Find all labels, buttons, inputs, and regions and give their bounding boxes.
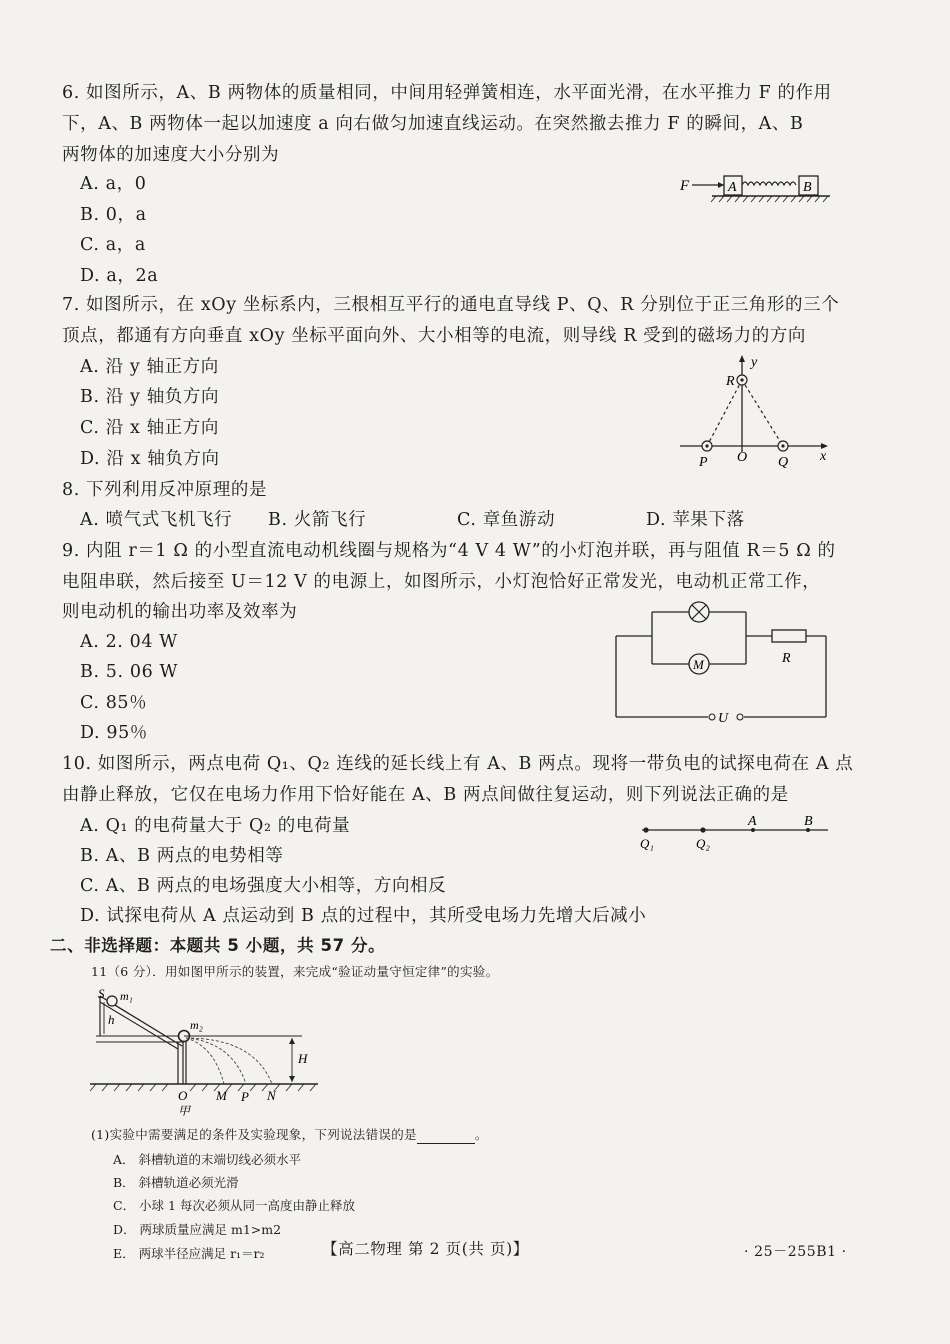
q11-fig-label-h: h [108, 1012, 115, 1027]
q11-option-e: E． 两球半径应满足 r₁＝r₂ [113, 1246, 265, 1261]
q9-option-d: D. 95％ [80, 723, 148, 743]
q7-triangle-figure [676, 352, 836, 468]
q6-fig-label-a: A [728, 180, 737, 195]
q6-option-b: B. 0，a [80, 205, 147, 225]
q11-fig-label-n: N [267, 1088, 276, 1103]
q9-option-b: B. 5. 06 W [80, 662, 179, 682]
q6-spring-figure [678, 170, 838, 210]
q10-fig-label-a: A [748, 814, 757, 829]
paper-code: · 25－255B1 · [744, 1244, 847, 1260]
q11-fig-label-big-h: H [298, 1051, 308, 1066]
q6-option-a: A. a，0 [80, 174, 147, 194]
q10-fig-label-q1: Q₁ [640, 836, 654, 851]
q6-stem-line-2: 下，A、B 两物体一起以加速度 a 向右做匀加速直线运动。在突然撤去推力 F 的瞬间，A、B [62, 114, 804, 134]
q9-option-a: A. 2. 04 W [80, 632, 178, 652]
q11-fig-label-m1: m₁ [120, 989, 133, 1003]
q10-option-d: D. 试探电荷从 A 点运动到 B 点的过程中，其所受电场力先增大后减小 [80, 906, 647, 926]
q9-option-c: C. 85％ [80, 693, 148, 713]
q10-option-a: A. Q₁ 的电荷量大于 Q₂ 的电荷量 [80, 816, 351, 836]
q10-option-b: B. A、B 两点的电势相等 [80, 846, 284, 866]
q9-stem-line-2: 电阻串联，然后接至 U＝12 V 的电源上，如图所示，小灯泡恰好正常发光，电动机正常工作， [62, 572, 821, 592]
q7-option-a: A. 沿 y 轴正方向 [80, 357, 219, 377]
q7-stem-line-2: 顶点，都通有方向垂直 xOy 坐标平面向外、大小相等的电流，则导线 R 受到的磁场力的方向 [62, 326, 807, 346]
q10-option-c: C. A、B 两点的电场强度大小相等，方向相反 [80, 876, 447, 896]
q9-stem-line-3: 则电动机的输出功率及效率为 [62, 602, 298, 622]
q8-option-a: A. 喷气式飞机飞行 [80, 510, 233, 530]
q11-sub1-question [91, 1126, 488, 1144]
page-footer: 【高二物理 第 2 页(共 页)】 [322, 1240, 529, 1258]
q11-option-a: A． 斜槽轨道的末端切线必须水平 [113, 1152, 302, 1167]
q6-stem-line-3: 两物体的加速度大小分别为 [62, 145, 280, 165]
q7-option-d: D. 沿 x 轴负方向 [80, 449, 220, 469]
q11-ball-m1 [107, 996, 117, 1006]
q7-fig-label-y: y [751, 355, 758, 370]
q7-fig-label-x: x [820, 449, 827, 464]
q9-fig-label-m: M [693, 657, 704, 672]
q8-stem: 8. 下列利用反冲原理的是 [62, 480, 268, 500]
q11-apparatus-figure [86, 988, 326, 1120]
q10-charge-q2 [700, 827, 705, 832]
q10-fig-label-q2: Q₂ [696, 836, 710, 851]
q11-fig-label-o: O [178, 1088, 188, 1103]
q11-sub1-prefix: (1)实验中需要满足的条件及实验现象，下列说法错误的是 [91, 1127, 417, 1142]
q6-option-d: D. a，2a [80, 266, 159, 286]
q9-circuit-figure [612, 600, 832, 724]
q11-fig-label-m: M [216, 1088, 227, 1103]
q7-fig-label-o: O [737, 450, 748, 465]
q8-option-b: B. 火箭飞行 [268, 510, 367, 530]
q6-fig-label-f: F [680, 178, 690, 194]
q11-fig-label-p: P [241, 1089, 249, 1104]
q10-fig-label-b: B [804, 814, 813, 829]
q9-fig-label-r: R [782, 651, 791, 666]
q11-option-b: B． 斜槽轨道必须光滑 [113, 1175, 239, 1190]
q11-answer-blank[interactable] [417, 1131, 475, 1144]
q10-charges-figure [636, 812, 836, 852]
q7-fig-label-r: R [726, 374, 735, 389]
q7-fig-label-p: P [699, 455, 708, 470]
q6-spring [742, 182, 796, 185]
q11-option-c: C． 小球 1 每次必须从同一高度由静止释放 [113, 1198, 355, 1213]
q10-charge-q1 [643, 827, 648, 832]
section-2-heading: 二、非选择题：本题共 5 小题，共 57 分。 [50, 936, 386, 955]
q7-option-c: C. 沿 x 轴正方向 [80, 418, 219, 438]
q8-option-c: C. 章鱼游动 [457, 510, 556, 530]
q10-stem-line-1: 10. 如图所示，两点电荷 Q₁、Q₂ 连线的延长线上有 A、B 两点。现将一带负电的试探电荷在 A 点 [62, 754, 854, 774]
q9-fig-label-u: U [718, 711, 729, 726]
q6-fig-label-b: B [803, 180, 812, 195]
q7-stem-line-1: 7. 如图所示，在 xOy 坐标系内，三根相互平行的通电直导线 P、Q、R 分别位于正三角形的三个 [62, 295, 840, 315]
q9-resistor [772, 630, 806, 642]
q11-fig-label-s: S [98, 986, 105, 1001]
q11-option-d: D． 两球质量应满足 m1>m2 [113, 1222, 282, 1237]
q7-fig-label-q: Q [778, 455, 789, 470]
q11-sub1-suffix: 。 [474, 1127, 488, 1142]
q6-option-c: C. a，a [80, 235, 146, 255]
q11-fig-label-m2: m₂ [190, 1018, 203, 1032]
q10-stem-line-2: 由静止释放，它仅在电场力作用下恰好能在 A、B 两点间做往复运动，则下列说法正确的是 [62, 785, 789, 805]
q8-option-d: D. 苹果下落 [646, 510, 745, 530]
q7-option-b: B. 沿 y 轴负方向 [80, 387, 220, 407]
q6-stem-line-1: 6. 如图所示，A、B 两物体的质量相同，中间用轻弹簧相连，水平面光滑，在水平推力 F 的作用 [62, 83, 832, 103]
q9-stem-line-1: 9. 内阻 r＝1 Ω 的小型直流电动机线圈与规格为“4 V 4 W”的小灯泡并联，再与阻值 R＝5 Ω 的 [62, 541, 836, 561]
q11-fig-caption: 甲 [178, 1104, 191, 1118]
q11-stem: 11（6 分）．用如图甲所示的装置，来完成“验证动量守恒定律”的实验。 [91, 964, 499, 979]
